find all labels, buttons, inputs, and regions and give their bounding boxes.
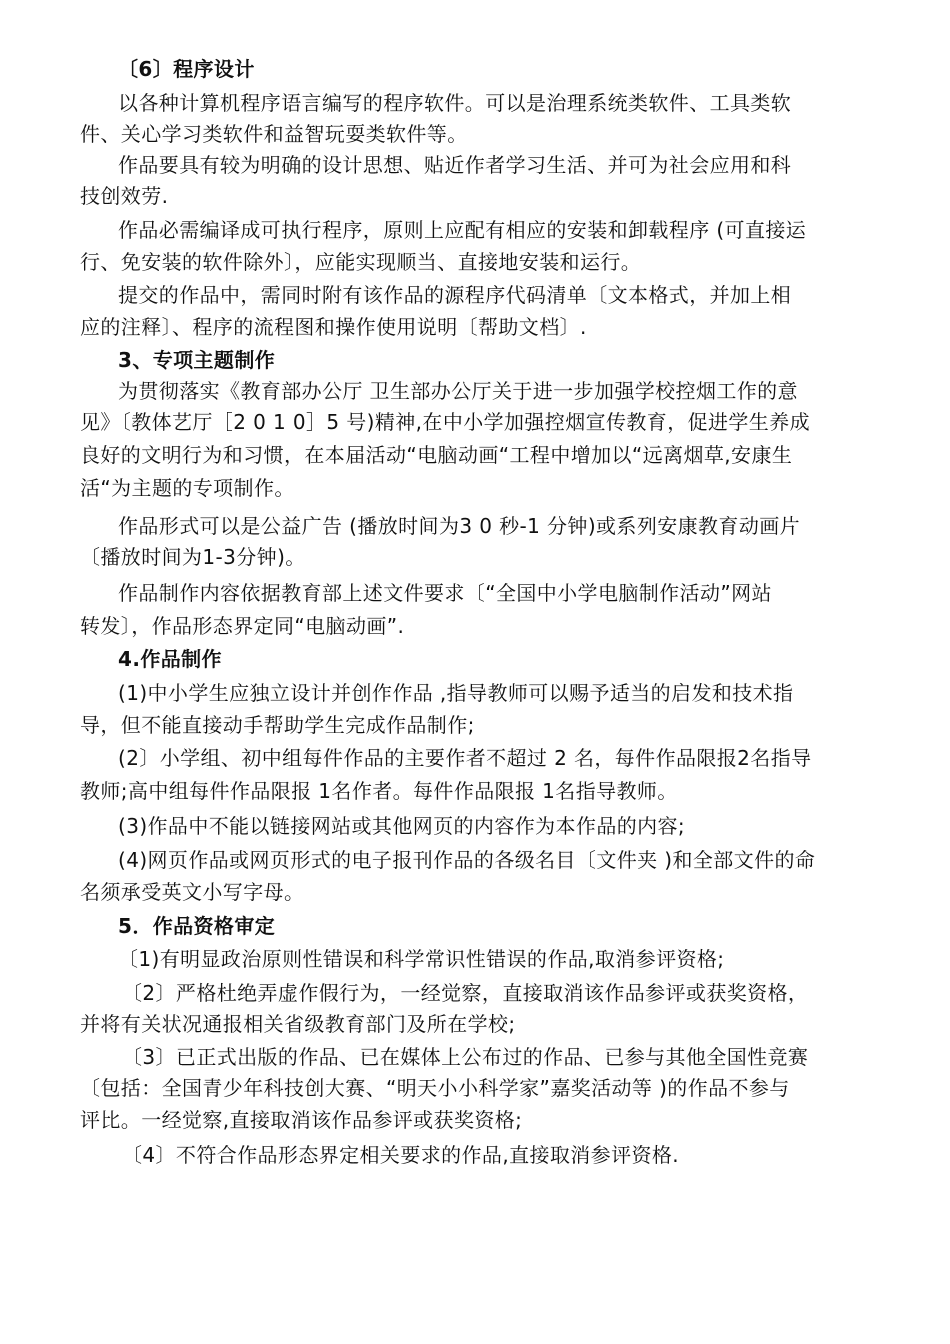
paragraph-line: (2〕小学组、初中组每件作品的主要作者不超过 2 名，每件作品限报2名指导 (118, 746, 812, 770)
paragraph-line: 〔包括：全国青少年科技创大赛、“明天小小科学家”嘉奖活动等 )的作品不参与 (80, 1076, 790, 1100)
paragraph-line: 评比。一经觉察,直接取消该作品参评或获奖资格; (80, 1108, 523, 1132)
paragraph-line: 良好的文明行为和习惯，在本届活动“电脑动画“工程中增加以“远离烟草,安康生 (80, 443, 793, 467)
paragraph-line: 为贯彻落实《教育部办公厅 卫生部办公厅关于进一步加强学校控烟工作的意 (118, 379, 798, 403)
paragraph-line: 名须承受英文小写字母。 (80, 880, 305, 904)
paragraph-line: 作品形式可以是公益广告 (播放时间为3 0 秒-1 分钟)或系列安康教育动画片 (118, 514, 801, 538)
paragraph-line: 〔4〕不符合作品形态界定相关要求的作品,直接取消参评资格. (122, 1143, 680, 1167)
paragraph-line: 并将有关状况通报相关省级教育部门及所在学校; (80, 1012, 516, 1036)
section-heading-qualification: 5．作品资格审定 (118, 914, 276, 938)
paragraph-line: 应的注释〕、程序的流程图和操作使用说明〔帮助文档〕. (80, 315, 587, 339)
paragraph-line: 件、关心学习类软件和益智玩耍类软件等。 (80, 122, 468, 146)
paragraph-line: 技创效劳. (80, 184, 169, 208)
section-heading-special-topic: 3、专项主题制作 (118, 348, 276, 372)
paragraph-line: (1)中小学生应独立设计并创作作品 ,指导教师可以赐予适当的启发和技术指 (118, 681, 794, 705)
paragraph-line: 〔播放时间为1-3分钟)。 (80, 545, 306, 569)
paragraph-line: 提交的作品中，需同时附有该作品的源程序代码清单〔文本格式，并加上相 (118, 283, 792, 307)
paragraph-line: (4)网页作品或网页形式的电子报刊作品的各级名目〔文件夹 )和全部文件的命 (118, 848, 816, 872)
paragraph-line: 〔1)有明显政治原则性错误和科学常识性错误的作品,取消参评资格; (118, 947, 725, 971)
paragraph-line: 见》〔教体艺厅［2 0 1 0］5 号)精神,在中小学加强控烟宣传教育，促进学生养成 (80, 410, 811, 434)
paragraph-line: 教师;高中组每件作品限报 1名作者。每件作品限报 1名指导教师。 (80, 779, 678, 803)
paragraph-line: 以各种计算机程序语言编写的程序软件。可以是治理系统类软件、工具类软 (118, 91, 792, 115)
paragraph-line: 活“为主题的专项制作。 (80, 476, 295, 500)
paragraph-line: (3)作品中不能以链接网站或其他网页的内容作为本作品的内容; (118, 814, 686, 838)
paragraph-line: 〔2〕严格杜绝弄虚作假行为，一经觉察，直接取消该作品参评或获奖资格， (122, 981, 809, 1005)
paragraph-line: 转发〕，作品形态界定同“电脑动画”. (80, 614, 405, 638)
paragraph-line: 作品制作内容依据教育部上述文件要求〔“全国中小学电脑制作活动”网站 (118, 581, 772, 605)
paragraph-line: 行、免安装的软件除外〕，应能实现顺当、直接地安装和运行。 (80, 250, 642, 274)
section-heading-production: 4.作品制作 (118, 647, 222, 671)
paragraph-line: 〔3〕已正式出版的作品、已在媒体上公布过的作品、已参与其他全国性竞赛 (122, 1045, 809, 1069)
paragraph-line: 作品必需编译成可执行程序，原则上应配有相应的安装和卸载程序 (可直接运 (118, 218, 807, 242)
paragraph-line: 导，但不能直接动手帮助学生完成作品制作; (80, 713, 475, 737)
paragraph-line: 作品要具有较为明确的设计思想、贴近作者学习生活、并可为社会应用和科 (118, 153, 792, 177)
section-heading-program-design: 〔6〕程序设计 (118, 57, 255, 81)
